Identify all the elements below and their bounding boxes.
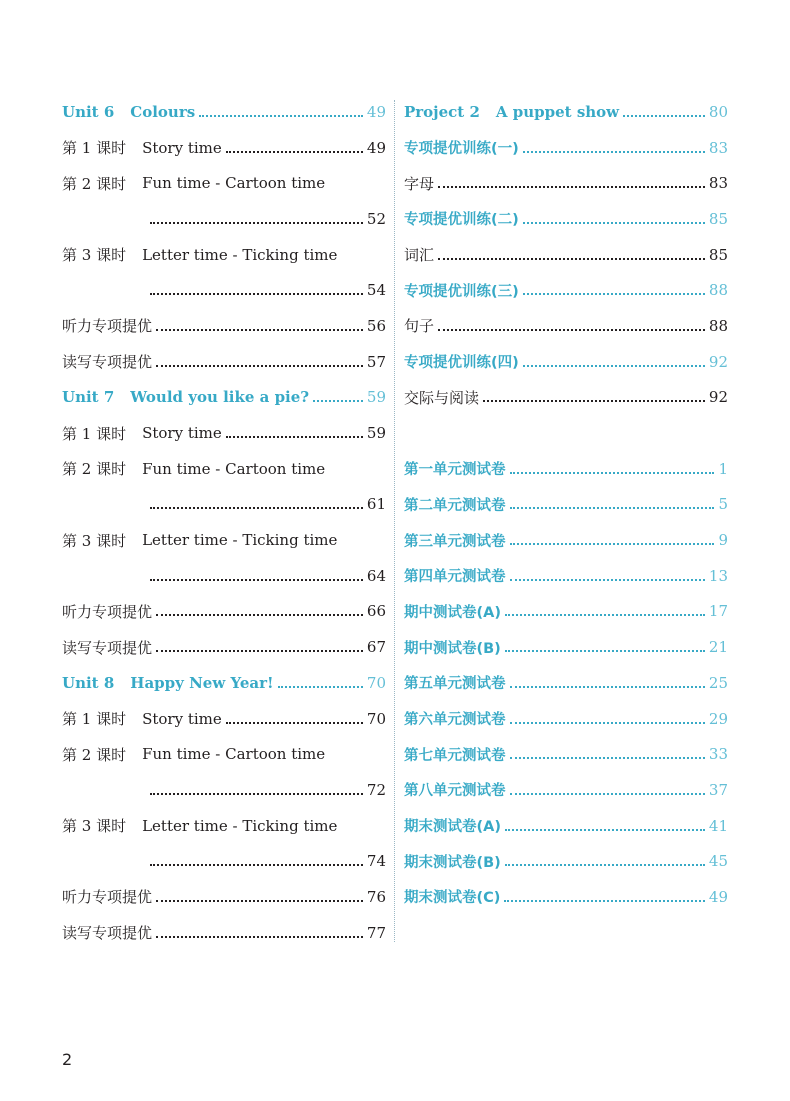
toc-entry: [404, 165, 728, 201]
dot-leader: [150, 579, 363, 581]
toc-entry-label: 第 3 课时: [62, 531, 127, 550]
toc-entry-title: Story time: [142, 424, 222, 443]
toc-entry-label: Unit 8: [62, 673, 115, 692]
toc-entry-title: Story time: [142, 709, 222, 728]
toc-entry-label: 期中测试卷(B): [404, 640, 501, 657]
toc-entry-title: Colours: [130, 102, 196, 121]
toc-entry-title: Happy New Year!: [130, 673, 274, 692]
dot-leader: [156, 365, 363, 367]
toc-entry-page: 49: [366, 138, 386, 157]
dot-leader: [505, 829, 705, 831]
toc-left-column: [62, 94, 386, 951]
toc-entry: [404, 558, 728, 594]
toc-entry-label: 第六单元测试卷: [404, 712, 506, 729]
toc-entry: [404, 665, 728, 701]
toc-spacer: [404, 415, 728, 451]
toc-entry-label: 第 1 课时: [62, 424, 127, 443]
dot-leader: [510, 757, 705, 759]
toc-entry: [62, 201, 386, 237]
toc-entry: [62, 665, 386, 701]
toc-entry: [62, 843, 386, 879]
toc-entry: [404, 487, 728, 523]
dot-leader: [150, 507, 363, 509]
toc-entry-label: 读写专项提优: [62, 924, 153, 943]
dot-leader: [156, 329, 363, 331]
toc-entry-page: 66: [366, 602, 386, 621]
toc-entry: [404, 843, 728, 879]
dot-leader: [523, 293, 705, 295]
toc-entry: [62, 736, 386, 772]
toc-entry-page: 77: [366, 923, 386, 942]
dot-leader: [150, 793, 363, 795]
toc-entry-label: Unit 7: [62, 388, 115, 407]
toc-entry-page: 72: [366, 780, 386, 799]
toc-entry-page: 49: [366, 102, 386, 121]
toc-entry-page: 21: [708, 638, 728, 657]
toc-entry-page: 59: [366, 424, 386, 443]
toc-entry-label: 词汇: [404, 246, 435, 265]
toc-entry-label: 第 2 课时: [62, 460, 127, 479]
dot-leader: [523, 151, 705, 153]
toc-entry-page: 13: [708, 566, 728, 585]
dot-leader: [510, 722, 705, 724]
toc-entry-label: 第一单元测试卷: [404, 462, 506, 479]
toc-entry-label: 期末测试卷(C): [404, 890, 501, 907]
toc-entry-label: 第五单元测试卷: [404, 676, 506, 693]
dot-leader: [510, 543, 715, 545]
toc-entry-page: 83: [708, 138, 728, 157]
toc-entry-page: 37: [708, 780, 728, 799]
toc-entry-label: Project 2: [404, 102, 480, 121]
toc-entry: [62, 879, 386, 915]
dot-leader: [313, 400, 363, 402]
toc-entry-page: 1: [718, 459, 728, 478]
toc-entry-page: 88: [708, 316, 728, 335]
toc-entry: [62, 308, 386, 344]
toc-entry-page: 70: [366, 709, 386, 728]
toc-entry-page: 64: [366, 566, 386, 585]
toc-entry-page: 85: [708, 245, 728, 264]
toc-entry-label: 专项提优训练(一): [404, 141, 519, 158]
toc-entry: [404, 94, 728, 130]
dot-leader: [156, 900, 363, 902]
dot-leader: [438, 329, 705, 331]
toc-entry-label: 第七单元测试卷: [404, 747, 506, 764]
dot-leader: [523, 365, 705, 367]
dot-leader: [226, 436, 363, 438]
toc-entry: [404, 308, 728, 344]
toc-entry-page: 92: [708, 352, 728, 371]
toc-entry: [404, 629, 728, 665]
toc-entry-title: Story time: [142, 138, 222, 157]
toc-entry-label: 期中测试卷(A): [404, 604, 501, 621]
toc-entry: [62, 451, 386, 487]
toc-entry-title: Fun time - Cartoon time: [142, 174, 326, 193]
toc-entry-label: 期末测试卷(A): [404, 819, 501, 836]
toc-entry: [404, 344, 728, 380]
toc-entry-label: 第八单元测试卷: [404, 783, 506, 800]
toc-entry-page: 74: [366, 852, 386, 871]
toc-entry: [62, 915, 386, 951]
dot-leader: [156, 936, 363, 938]
toc-entry: [62, 487, 386, 523]
toc-entry: [404, 237, 728, 273]
toc-entry: [62, 237, 386, 273]
toc-entry-label: 听力专项提优: [62, 317, 153, 336]
toc-entry-page: 52: [366, 209, 386, 228]
dot-leader: [156, 614, 363, 616]
dot-leader: [505, 614, 705, 616]
toc-entry: [404, 522, 728, 558]
toc-entry-label: 句子: [404, 317, 435, 336]
toc-entry: [62, 380, 386, 416]
toc-entry-page: 59: [366, 388, 386, 407]
toc-entry: [62, 558, 386, 594]
toc-entry-label: 第 2 课时: [62, 174, 127, 193]
toc-entry: [62, 272, 386, 308]
dot-leader: [623, 115, 705, 117]
toc-entry-label: 第 3 课时: [62, 246, 127, 265]
dot-leader: [510, 793, 705, 795]
toc-entry-label: 读写专项提优: [62, 353, 153, 372]
dot-leader: [438, 186, 705, 188]
toc-entry-page: 80: [708, 102, 728, 121]
toc-entry-title: Fun time - Cartoon time: [142, 745, 326, 764]
toc-entry-page: 61: [366, 495, 386, 514]
toc-entry: [62, 522, 386, 558]
toc-entry: [62, 594, 386, 630]
toc-entry-page: 85: [708, 209, 728, 228]
toc-entry: [62, 772, 386, 808]
dot-leader: [510, 472, 715, 474]
toc-entry: [404, 451, 728, 487]
toc-entry: [62, 701, 386, 737]
toc-entry-page: 67: [366, 638, 386, 657]
toc-entry-page: 17: [708, 602, 728, 621]
toc-entry-label: 专项提优训练(四): [404, 355, 519, 372]
toc-right-column: [404, 94, 728, 915]
toc-entry-title: Letter time - Ticking time: [142, 531, 338, 550]
toc-entry-page: 70: [366, 673, 386, 692]
toc-entry-label: Unit 6: [62, 102, 115, 121]
toc-entry-label: 第 1 课时: [62, 710, 127, 729]
toc-entry-title: A puppet show: [495, 102, 620, 121]
dot-leader: [150, 864, 363, 866]
toc-entry: [62, 165, 386, 201]
dot-leader: [278, 686, 363, 688]
toc-entry: [404, 272, 728, 308]
toc-entry-page: 88: [708, 281, 728, 300]
toc-entry-title: Letter time - Ticking time: [142, 816, 338, 835]
toc-entry-label: 读写专项提优: [62, 638, 153, 657]
toc-entry: [404, 808, 728, 844]
toc-entry-page: 25: [708, 673, 728, 692]
toc-entry-page: 33: [708, 745, 728, 764]
toc-entry-title: Fun time - Cartoon time: [142, 459, 326, 478]
toc-entry-label: 交际与阅读: [404, 388, 480, 407]
toc-entry-title: Letter time - Ticking time: [142, 245, 338, 264]
toc-entry-page: 5: [718, 495, 728, 514]
dot-leader: [504, 900, 705, 902]
dot-leader: [523, 222, 705, 224]
toc-entry-page: 9: [718, 531, 728, 550]
toc-entry: [62, 415, 386, 451]
toc-entry-label: 听力专项提优: [62, 888, 153, 907]
dot-leader: [226, 722, 363, 724]
toc-entry-page: 49: [708, 887, 728, 906]
toc-entry-page: 57: [366, 352, 386, 371]
toc-entry-label: 字母: [404, 174, 435, 193]
dot-leader: [199, 115, 363, 117]
toc-entry-label: 第 2 课时: [62, 745, 127, 764]
toc-entry-label: 期末测试卷(B): [404, 854, 501, 871]
toc-entry-page: 45: [708, 852, 728, 871]
dot-leader: [438, 258, 705, 260]
toc-entry: [404, 879, 728, 915]
dot-leader: [156, 650, 363, 652]
toc-entry-label: 第三单元测试卷: [404, 533, 506, 550]
toc-entry: [404, 772, 728, 808]
toc-entry: [404, 201, 728, 237]
toc-entry-page: 56: [366, 316, 386, 335]
toc-entry: [62, 344, 386, 380]
toc-entry: [62, 94, 386, 130]
toc-entry-label: 专项提优训练(三): [404, 283, 519, 300]
toc-entry-page: 92: [708, 388, 728, 407]
toc-entry-label: 第 3 课时: [62, 817, 127, 836]
toc-entry: [404, 130, 728, 166]
dot-leader: [510, 686, 705, 688]
toc-entry-label: 第 1 课时: [62, 139, 127, 158]
toc-entry: [404, 594, 728, 630]
toc-entry-label: 听力专项提优: [62, 602, 153, 621]
dot-leader: [226, 151, 363, 153]
column-divider: [394, 100, 395, 942]
dot-leader: [505, 650, 705, 652]
toc-entry-page: 41: [708, 816, 728, 835]
toc-entry-page: 83: [708, 174, 728, 193]
toc-entry: [404, 380, 728, 416]
dot-leader: [150, 222, 363, 224]
toc-entry-title: Would you like a pie?: [130, 388, 310, 407]
toc-entry: [62, 130, 386, 166]
toc-entry: [404, 701, 728, 737]
dot-leader: [510, 579, 705, 581]
toc-entry: [62, 629, 386, 665]
dot-leader: [505, 864, 705, 866]
page-number: 2: [62, 1050, 73, 1069]
toc-entry-label: 第二单元测试卷: [404, 497, 506, 514]
toc-entry: [404, 736, 728, 772]
toc-entry-page: 29: [708, 709, 728, 728]
toc-entry-label: 专项提优训练(二): [404, 212, 519, 229]
toc-entry: [62, 808, 386, 844]
dot-leader: [483, 400, 705, 402]
toc-entry-page: 76: [366, 887, 386, 906]
toc-entry-label: 第四单元测试卷: [404, 569, 506, 586]
dot-leader: [150, 293, 363, 295]
dot-leader: [510, 507, 715, 509]
toc-entry-page: 54: [366, 281, 386, 300]
